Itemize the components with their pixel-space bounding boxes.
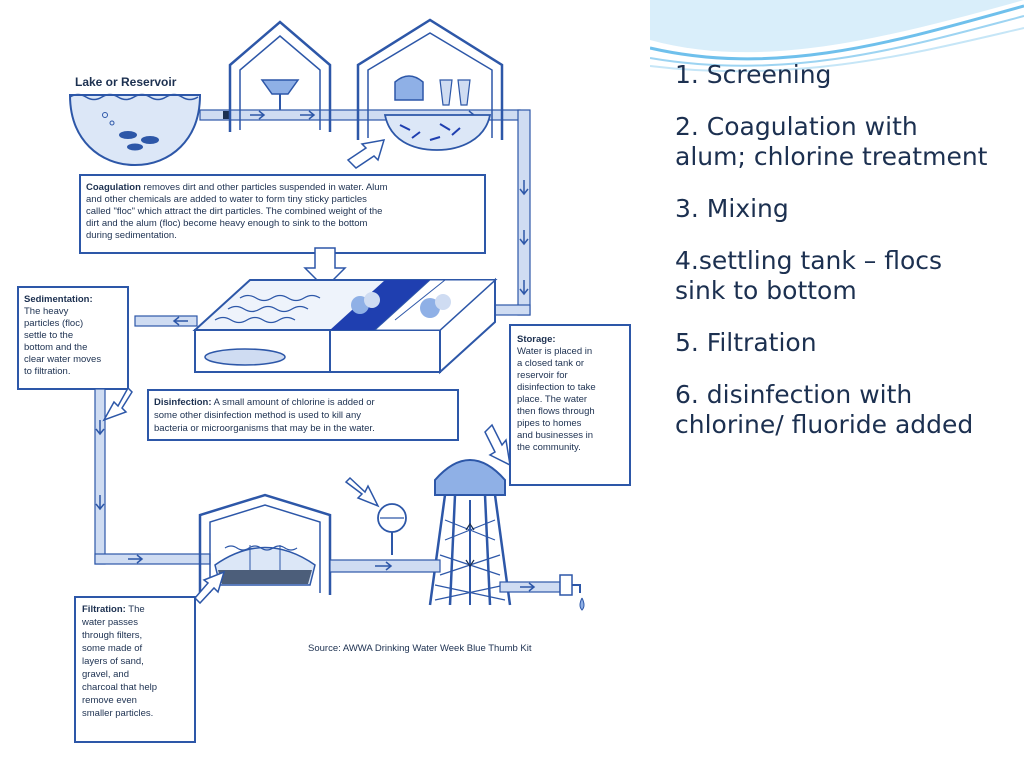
svg-text:Filtration: The — [82, 604, 145, 615]
step-line: 4.settling tank – flocs — [675, 246, 943, 275]
filtration-line: water passes — [82, 617, 138, 628]
disinfection-line: some other disinfection method is used to kill any — [154, 410, 361, 421]
coagulation-box — [80, 175, 485, 253]
filtration-title: Filtration: — [82, 604, 126, 615]
step-item — [675, 60, 1020, 90]
step-line: alum; chlorine treatment — [675, 142, 988, 171]
sedimentation-line: clear water moves — [24, 354, 102, 365]
source-caption: Source: AWWA Drinking Water Week Blue Thumb Kit — [308, 643, 532, 654]
storage-line: then flows through — [517, 406, 595, 417]
filtration-line: charcoal that help — [82, 682, 157, 693]
coagulation-title: Coagulation — [86, 182, 141, 193]
storage-line: the community. — [517, 442, 581, 453]
coagulation-line: called "floc" which attract the dirt particles. The combined weight of the — [86, 206, 383, 217]
sedimentation-line: particles (floc) — [24, 318, 84, 329]
step-item — [675, 246, 1020, 306]
coagulation-line: and other chemicals are added to water to form tiny sticky particles — [86, 194, 367, 205]
sedimentation-line: to filtration. — [24, 366, 71, 377]
left-pipe — [95, 389, 105, 564]
sedimentation-line: The heavy — [24, 306, 69, 317]
step-line: sink to bottom — [675, 276, 857, 305]
step-item — [675, 328, 1020, 358]
coagulation-line: dirt and the alum (floc) become heavy enough to sink to the bottom — [86, 218, 368, 229]
step-line: 6. disinfection with — [675, 380, 913, 409]
disinfection-line: bacteria or microorganisms that may be in the water. — [154, 423, 375, 434]
coagulation-line: removes dirt and other particles suspended in water. Alum — [140, 182, 388, 193]
sedimentation-tank — [195, 280, 495, 372]
filtration-line: through filters, — [82, 630, 143, 641]
filtration-line: gravel, and — [82, 669, 130, 680]
storage-line: a closed tank or — [517, 358, 585, 369]
storage-title: Storage: — [517, 334, 556, 345]
step-line: 2. Coagulation with — [675, 112, 918, 141]
disinfection-title: Disinfection: — [154, 397, 212, 408]
coagulation-line: during sedimentation. — [86, 230, 177, 241]
storage-box — [510, 325, 630, 485]
sedimentation-line: settle to the — [24, 330, 74, 341]
disinfection-line: A small amount of chlorine is added or — [211, 397, 375, 408]
storage-line: reservoir for — [517, 370, 568, 381]
filtration-line: smaller particles. — [82, 708, 154, 719]
storage-line: pipes to homes — [517, 418, 582, 429]
filtration-line: remove even — [82, 695, 137, 706]
svg-text:Disinfection: A small amount o — [154, 397, 375, 408]
storage-line: disinfection to take — [517, 382, 596, 393]
sedimentation-line: bottom and the — [24, 342, 88, 353]
filtration-line: The — [125, 604, 145, 615]
step-item — [675, 194, 1020, 224]
filtration-line: layers of sand, — [82, 656, 144, 667]
step-line: 1. Screening — [675, 60, 832, 89]
sedimentation-title: Sedimentation: — [24, 294, 93, 305]
step-line: 5. Filtration — [675, 328, 817, 357]
filtration-box — [75, 597, 195, 742]
steps-list — [675, 60, 1020, 462]
storage-line: place. The water — [517, 394, 588, 405]
step-item — [675, 112, 1020, 172]
lake-label: Lake or Reservoir — [75, 75, 177, 89]
storage-line: Water is placed in — [517, 346, 593, 357]
storage-line: and businesses in — [517, 430, 594, 441]
step-line: chlorine/ fluoride added — [675, 410, 974, 439]
svg-text:Coagulation removes dirt and o — [86, 182, 388, 193]
disinfection-box — [148, 390, 458, 440]
sedimentation-box — [18, 287, 128, 389]
filtration-line: some made of — [82, 643, 143, 654]
step-item — [675, 380, 1020, 440]
step-line: 3. Mixing — [675, 194, 789, 223]
